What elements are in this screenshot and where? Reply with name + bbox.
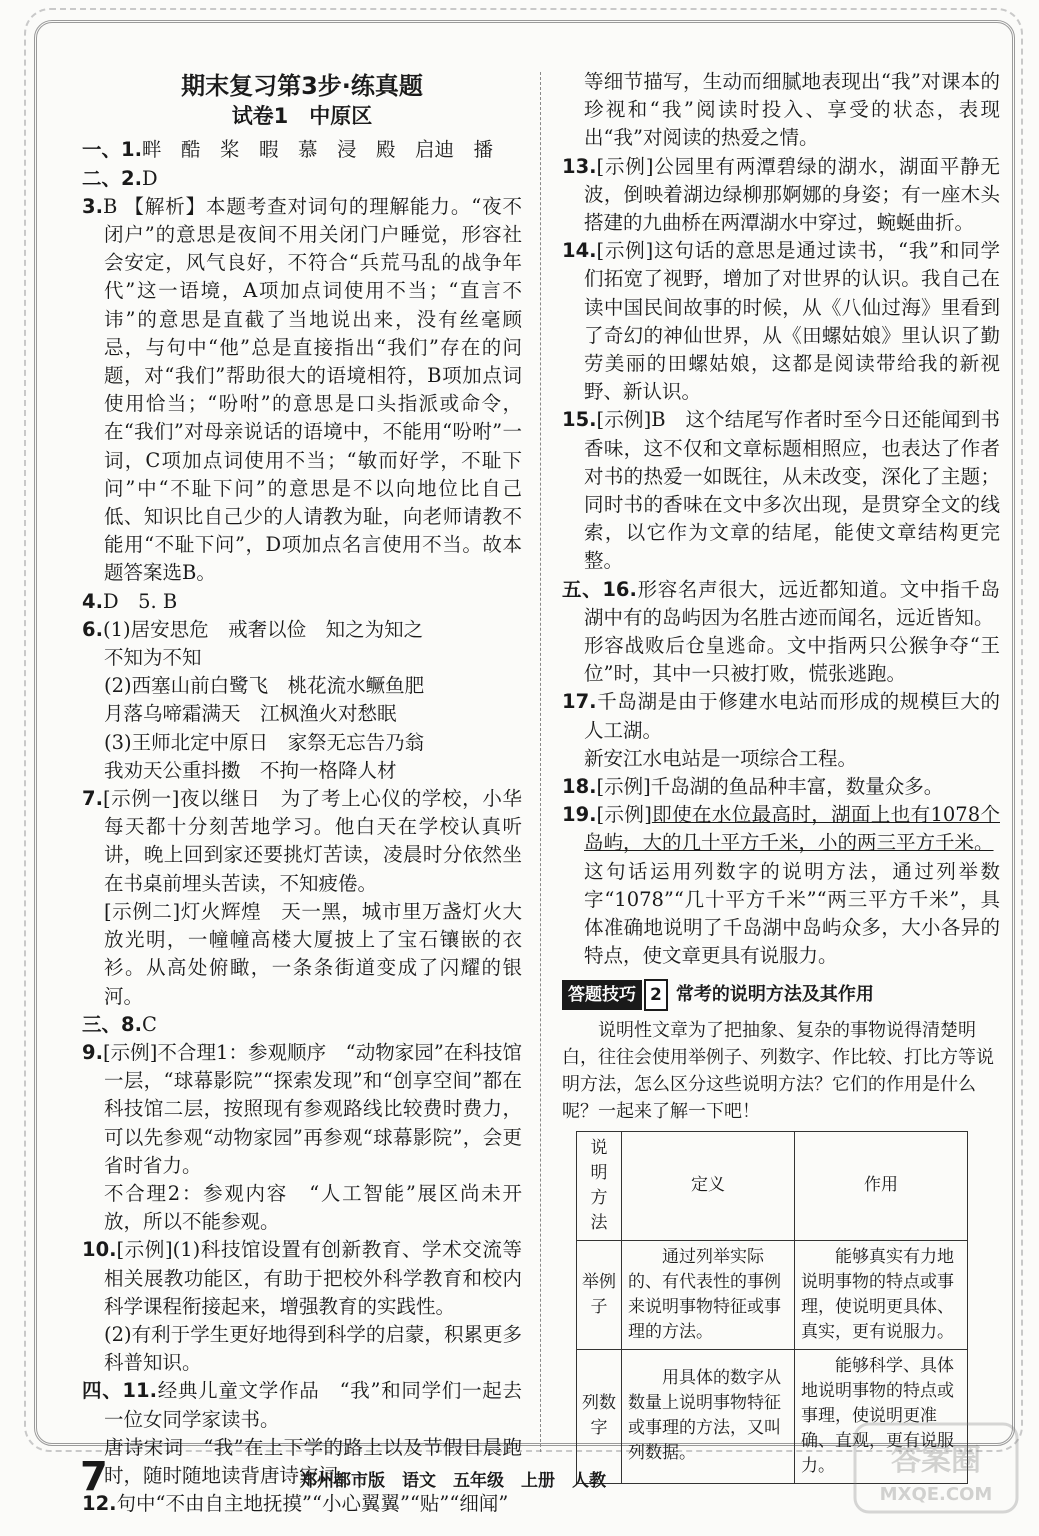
table-row — [577, 1240, 968, 1349]
answer-item — [82, 616, 522, 644]
answer-item — [82, 644, 522, 672]
question-number: 7. — [82, 787, 103, 811]
question-number: 3. — [82, 194, 103, 218]
question-number: 一、1. — [82, 138, 142, 162]
question-number: 12. — [82, 1492, 117, 1516]
answer-text: [示例]B 这个结尾写作者时至今日还能闻到书香味，这不仅和文章标题相照应，也表达了作者对书的热爱一如既往，从未改变，深化了主题；同时书的香味在文中多次出现，是贯穿全文的线索，以它作为文章的结尾，能使文章结构更完整。 — [584, 408, 1000, 573]
answer-text: 不合理2：参观内容 “人工智能”展区尚未开放，所以不能参观。 — [104, 1181, 522, 1234]
question-number: 四、11. — [82, 1379, 157, 1403]
footer-text: 郑州都市版 语文 五年级 上册 人教 — [300, 1471, 606, 1491]
answer-text: 句中“不由自主地抚摸”“小心翼翼”“贴”“细闻” — [116, 1492, 509, 1516]
question-number: 18. — [562, 775, 597, 799]
answer-item — [562, 406, 1000, 575]
watermark-logo — [851, 1418, 1021, 1518]
answer-text: B 【解析】本题考查对词句的理解能力。“夜不闭户”的意思是夜间不用关闭门户睡觉，形容社会安定，风气良好，不符合“兵荒马乱的战争年代”这一语境，A项加点词使用不当；“直言不讳”的意思是直截了当地说出来，没有丝毫顾忌，与句中“他”总是直接指出“我们”存在的问题，对“我们”帮助很大的语境相符，B项加点词使用恰当；“吩咐”的意思是口头指派或命令，在“我们”对母亲说话的语境中，不能用“吩咐”一词，C项加点词使用不当；“敏而好学，不耻下问”中“不耻下问”的意思是不以向地位比自己低、知识比自己少的人请教为耻，向老师请教不能用“不耻下问”，D项加点名言使用不当。故本题答案选B。 — [102, 194, 522, 585]
question-number: 三、8. — [82, 1012, 142, 1036]
answer-item — [562, 632, 1000, 688]
answer-text: 等细节描写，生动而细腻地表现出“我”对课本的珍视和“我”阅读时投入、享受的状态，表现出“我”对阅读的热爱之情。 — [584, 70, 1000, 150]
answer-item — [82, 136, 522, 164]
column-divider — [540, 72, 541, 1452]
question-number: 13. — [562, 154, 597, 178]
answer-item — [82, 193, 522, 588]
underlined-quote: 即使在水位最高时，湖面上也有1078个岛屿，大的几十平方千米，小的两三平方千米。 — [584, 803, 1000, 855]
answer-item — [562, 576, 1000, 632]
answer-text: [示例] — [596, 803, 652, 827]
answer-text: [示例]这句话的意思是通过读书，“我”和同学们拓宽了视野，增加了对世界的认识。我自己在读中国民间故事的时候，从《八仙过海》里看到了奇幻的神仙世界，从《田螺姑娘》里认识了勤劳美丽的田螺姑娘，这都是阅读带给我的新视野、新认识。 — [584, 239, 1000, 404]
answer-item — [82, 1011, 522, 1039]
table-header: 说明方法 — [577, 1131, 622, 1240]
answer-item — [562, 68, 1000, 153]
answer-text: [示例]千岛湖的鱼品种丰富，数量众多。 — [596, 775, 944, 799]
table-cell-definition: 通过列举实际的、有代表性的事例来说明事物特征或事理的方法。 — [622, 1240, 795, 1349]
answer-item — [82, 165, 522, 193]
answer-text: [示例]不合理1：参观顺序 “动物家园”在科技馆一层，“球幕影院”“探索发现”和“创享空间”都在科技馆二层，按照现有参观路线比较费时费力，可以先参观“动物家园”再参观“球幕影院”，会更省时省力。 — [102, 1040, 522, 1177]
answer-item — [82, 729, 522, 757]
answer-text: 形容战败后仓皇逃命。文中指两只公猴争夺“王位”时，其中一只被打败，慌张逃跑。 — [584, 634, 1000, 686]
right-answers — [562, 68, 1000, 971]
answer-item — [82, 757, 522, 785]
answer-item — [562, 153, 1000, 238]
answer-text: (3)王师北定中原日 家祭无忘告乃翁 — [104, 730, 425, 754]
table-cell-effect: 能够真实有力地说明事物的特点或事理，使说明更具体、真实，更有说服力。 — [795, 1240, 968, 1349]
answer-text: 新安江水电站是一项综合工程。 — [584, 746, 858, 770]
page-title: 期末复习第3步·练真题 — [181, 72, 423, 100]
tip-title: 常考的说明方法及其作用 — [675, 983, 874, 1005]
table-cell-method: 举例子 — [577, 1240, 622, 1349]
answer-text: [示例]公园里有两潭碧绿的湖水，湖面平静无波，倒映着湖边绿柳那婀娜的身姿；有一座木头搭建的九曲桥在两潭湖水中穿过，蜿蜒曲折。 — [584, 154, 1000, 235]
answer-text: 畔 酷 桨 暇 慕 浸 殿 启迪 播 — [141, 138, 493, 162]
table-header-row — [577, 1131, 968, 1240]
answer-text: [示例二]灯火辉煌 天一黑，城市里万盏灯火大放光明，一幢幢高楼大厦披上了宝石镶嵌的衣衫。从高处俯瞰，一条条街道变成了闪耀的银河。 — [104, 899, 522, 1008]
answer-item — [82, 1180, 522, 1236]
answer-text: D 5. B — [102, 589, 178, 613]
question-number: 9. — [82, 1040, 103, 1064]
answer-item — [82, 588, 522, 616]
question-number: 10. — [82, 1238, 117, 1262]
answer-item — [82, 672, 522, 700]
answer-text: C — [141, 1012, 157, 1036]
answer-item — [82, 1236, 522, 1321]
answer-text: (1)居安思危 戒奢以俭 知之为知之 — [102, 617, 424, 641]
answer-text: 月落乌啼霜满天 江枫渔火对愁眠 — [104, 702, 397, 726]
answer-text: 形容名声很大，远近都知道。文中指千岛湖中有的岛屿因为名胜古迹而闻名，远近皆知。 — [584, 577, 1000, 629]
question-number: 6. — [82, 617, 103, 641]
answer-text: (2)有利于学生更好地得到科学的启蒙，积累更多科普知识。 — [104, 1322, 522, 1375]
question-number: 二、2. — [82, 166, 142, 190]
answer-text: [示例](1)科技馆设置有创新教育、学术交流等相关展教功能区，有助于把校外科学教育和校内科学课程衔接起来，增强教育的实践性。 — [104, 1238, 522, 1318]
svg-text:MXQE.COM: MXQE.COM — [879, 1484, 993, 1505]
page-number: 7 — [80, 1454, 108, 1500]
question-number: 五、16. — [562, 577, 637, 601]
svg-text:答案圈: 答案圈 — [891, 1443, 981, 1478]
question-number: 15. — [562, 408, 597, 432]
page-subtitle: 试卷1 中原区 — [231, 104, 373, 129]
answer-item — [82, 1039, 522, 1180]
answer-text: D — [141, 166, 158, 190]
tip-heading — [562, 979, 1000, 1011]
answer-text: 千岛湖是由于修建水电站而形成的规模巨大的人工湖。 — [584, 690, 1000, 742]
answer-text: 唐诗宋词 “我”在上下学的路上以及节假日晨跑时，随时随地读背唐诗宋词。 — [104, 1435, 522, 1487]
answer-text: 这句话运用列数字的说明方法，通过列举数字“1078”“几十平方千米”“两三平方千米”，具体准确地说明了千岛湖中岛屿众多，大小各异的特点，使文章更具有说服力。 — [584, 859, 1000, 968]
answer-item — [82, 700, 522, 728]
tip-number: 2 — [644, 979, 668, 1011]
answer-item — [82, 1377, 522, 1433]
answer-item — [562, 745, 1000, 773]
answer-item — [82, 785, 522, 898]
answer-text: [示例一]夜以继日 为了考上心仪的学校，小华每天都十分刻苦地学习。他白天在学校认真听讲，晚上回到家还要挑灯苦读，凌晨时分依然坐在书桌前埋头苦读，不知疲倦。 — [102, 787, 522, 895]
answer-item — [82, 898, 522, 1011]
left-column — [82, 68, 522, 1518]
question-number: 17. — [562, 690, 597, 714]
question-number: 14. — [562, 239, 597, 263]
answer-item — [562, 801, 1000, 857]
answer-item — [82, 1321, 522, 1377]
table-cell-method: 列数字 — [577, 1349, 622, 1483]
answer-item — [562, 773, 1000, 801]
question-number: 4. — [82, 589, 103, 613]
answer-text: (2)西塞山前白鹭飞 桃花流水鳜鱼肥 — [104, 674, 425, 698]
table-header: 作用 — [795, 1131, 968, 1240]
table-cell-definition: 用具体的数字从数量上说明事物特征或事理的方法，又叫列数据。 — [622, 1349, 795, 1483]
table-header: 定义 — [622, 1131, 795, 1240]
tip-intro: 说明性文章为了把抽象、复杂的事物说得清楚明白，往往会使用举例子、列数字、作比较、打比方等说明方法，怎么区分这些说明方法？它们的作用是什么呢？一起来了解一下吧！ — [562, 1019, 994, 1122]
answer-item — [562, 858, 1000, 971]
answer-text: 我劝天公重抖擞 不拘一格降人材 — [104, 758, 397, 782]
answer-item — [562, 688, 1000, 744]
answer-text: 不知为不知 — [104, 646, 202, 670]
answer-text: 经典儿童文学作品 “我”和同学们一起去一位女同学家读书。 — [104, 1379, 522, 1431]
tip-badge: 答题技巧 — [562, 980, 642, 1010]
question-number: 19. — [562, 803, 597, 827]
table-cell-effect: 能够科学、具体地说明事物的特点或事理，使说明更准确、直观，更有说服力。 — [795, 1349, 968, 1483]
left-answers — [82, 136, 522, 1518]
right-column — [562, 68, 1000, 1484]
answer-item — [562, 237, 1000, 406]
